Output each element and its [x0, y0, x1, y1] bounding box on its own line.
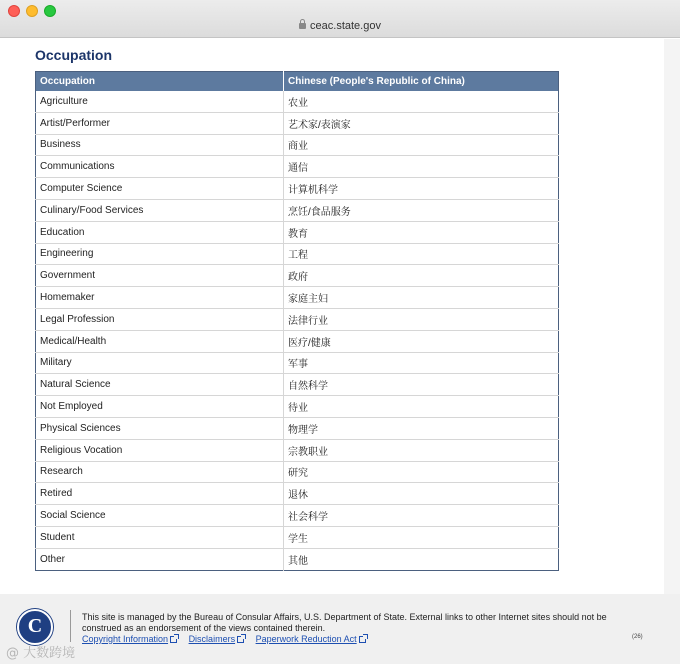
footer-links: [82, 634, 375, 644]
table-row: [36, 265, 559, 287]
table-row: [36, 112, 559, 134]
chinese-translation-cell: 退休: [284, 483, 559, 505]
minimize-window-button[interactable]: [26, 5, 38, 17]
occupation-cell: Retired: [36, 483, 284, 505]
scrollbar[interactable]: [664, 39, 680, 594]
table-row: [36, 308, 559, 330]
table-row: [36, 505, 559, 527]
table-header-row: [36, 72, 559, 91]
table-row: [36, 548, 559, 570]
table-row: [36, 352, 559, 374]
disclaimers-link[interactable]: Disclaimers: [189, 634, 245, 644]
table-row: [36, 330, 559, 352]
chinese-translation-cell: 自然科学: [284, 374, 559, 396]
occupation-cell: Natural Science: [36, 374, 284, 396]
chinese-translation-cell: 待业: [284, 396, 559, 418]
address-bar[interactable]: [0, 20, 680, 32]
title-bar: [0, 0, 680, 38]
occupation-cell: Research: [36, 461, 284, 483]
footer-disclaimer: This site is managed by the Bureau of Consular Affairs, U.S. Department of State. External links to other Internet sites should not be construed as an endorsement of the views contained therein.: [82, 612, 607, 633]
close-window-button[interactable]: [8, 5, 20, 17]
occupation-cell: Artist/Performer: [36, 112, 284, 134]
occupation-cell: Social Science: [36, 505, 284, 527]
consular-affairs-seal-icon: [17, 609, 53, 645]
occupation-cell: Legal Profession: [36, 308, 284, 330]
page-title: Occupation: [35, 47, 113, 63]
chinese-translation-cell: 物理学: [284, 417, 559, 439]
occupation-cell: Government: [36, 265, 284, 287]
chinese-translation-cell: 农业: [284, 91, 559, 113]
chinese-translation-cell: 计算机科学: [284, 178, 559, 200]
table-row: [36, 461, 559, 483]
chinese-translation-cell: 学生: [284, 526, 559, 548]
external-link-icon: [359, 636, 366, 643]
page-content: [0, 39, 664, 594]
occupation-cell: Physical Sciences: [36, 417, 284, 439]
occupation-cell: Not Employed: [36, 396, 284, 418]
chinese-translation-cell: 宗教职业: [284, 439, 559, 461]
footer: [0, 594, 680, 664]
occupation-cell: Agriculture: [36, 91, 284, 113]
table-row: [36, 134, 559, 156]
page-code: (26): [632, 634, 643, 640]
chinese-translation-cell: 其他: [288, 555, 308, 567]
table-row: [36, 178, 559, 200]
chinese-translation-cell: 社会科学: [284, 505, 559, 527]
chinese-translation-cell: 法律行业: [284, 308, 559, 330]
chinese-translation-cell: 工程: [284, 243, 559, 265]
table-row: [36, 417, 559, 439]
table-row: [36, 439, 559, 461]
occupation-cell: Communications: [36, 156, 284, 178]
occupation-cell: Engineering: [36, 243, 284, 265]
occupation-cell: Religious Vocation: [36, 439, 284, 461]
chinese-translation-cell: 政府: [284, 265, 559, 287]
chinese-translation-cell: 烹饪/食品服务: [284, 199, 559, 221]
paperwork-reduction-act-link[interactable]: Paperwork Reduction Act: [256, 634, 366, 644]
copyright-information-link[interactable]: Copyright Information: [82, 634, 177, 644]
table-row: [36, 396, 559, 418]
chinese-translation-cell: 研究: [284, 461, 559, 483]
occupation-cell: Homemaker: [36, 287, 284, 309]
chinese-translation-cell: 通信: [284, 156, 559, 178]
table-row: [36, 287, 559, 309]
chinese-translation-cell: 医疗/健康: [284, 330, 559, 352]
table-row: [36, 243, 559, 265]
url-text: ceac.state.gov: [310, 20, 381, 32]
chinese-translation-cell: 军事: [284, 352, 559, 374]
column-header-chinese: Chinese (People's Republic of China): [284, 72, 559, 91]
occupation-cell: Culinary/Food Services: [36, 199, 284, 221]
seal-letter: C: [27, 615, 43, 637]
table-row: [36, 483, 559, 505]
chinese-translation-cell: 教育: [284, 221, 559, 243]
table-row: [36, 156, 559, 178]
occupation-cell: Student: [36, 526, 284, 548]
external-link-icon: [170, 636, 177, 643]
chinese-translation-cell: 艺术家/表演家: [284, 112, 559, 134]
occupation-cell: Education: [36, 221, 284, 243]
column-header-occupation: Occupation: [36, 72, 284, 91]
occupation-cell: Medical/Health: [36, 330, 284, 352]
chinese-translation-cell: 商业: [284, 134, 559, 156]
occupation-cell: Computer Science: [36, 178, 284, 200]
table-row: [36, 526, 559, 548]
zoom-window-button[interactable]: [44, 5, 56, 17]
chinese-translation-cell: 家庭主妇: [284, 287, 559, 309]
occupation-cell: Other: [36, 548, 284, 570]
occupation-cell: Business: [36, 134, 284, 156]
table-row: [36, 374, 559, 396]
table-row: [36, 199, 559, 221]
lock-icon: [299, 23, 306, 29]
external-link-icon: [237, 636, 244, 643]
occupation-cell: Military: [36, 352, 284, 374]
occupation-table: [35, 71, 559, 571]
footer-divider: [70, 610, 71, 642]
table-row: [36, 91, 559, 113]
table-row: [36, 221, 559, 243]
watermark: @ 大数跨境: [6, 646, 76, 661]
